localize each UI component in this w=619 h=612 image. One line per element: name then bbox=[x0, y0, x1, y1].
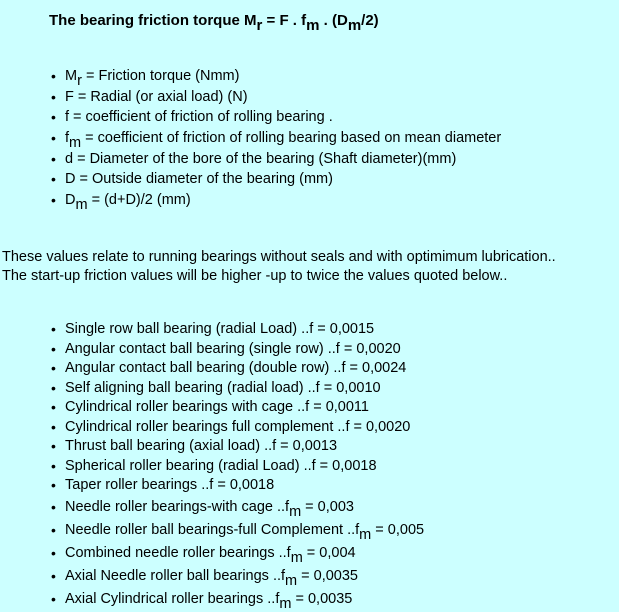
bearing-item-subscript: m bbox=[290, 549, 303, 566]
definitions-list bbox=[0, 65, 501, 211]
bullet-icon: • bbox=[51, 567, 56, 584]
bearing-item bbox=[0, 340, 424, 360]
bearing-item bbox=[0, 398, 424, 418]
definition-item-text-tail: = Friction torque (Nmm) bbox=[81, 68, 240, 84]
definition-item-text: F = Radial (or axial load) (N) bbox=[65, 89, 248, 105]
bearing-item-text: Taper roller bearings ..f = 0,0018 bbox=[65, 477, 275, 493]
bullet-icon: • bbox=[51, 340, 56, 357]
title-text: The bearing friction torque M bbox=[49, 12, 257, 29]
bearing-coefficients-list bbox=[0, 320, 424, 611]
bearing-item-text: Needle roller ball bearings-full Complement ..f bbox=[65, 521, 360, 538]
bearing-item-text: Needle roller bearings-with cage ..f bbox=[65, 498, 290, 515]
bearing-item-text: Combined needle roller bearings ..f bbox=[65, 544, 291, 561]
page-title bbox=[49, 12, 379, 34]
bearing-item bbox=[0, 418, 424, 438]
definition-item-subscript: m bbox=[75, 197, 88, 213]
bearing-item-text: Spherical roller bearing (radial Load) ..f = 0,0018 bbox=[65, 457, 377, 474]
bearing-item-text-tail: = 0,0035 bbox=[291, 590, 353, 607]
bullet-icon: • bbox=[51, 521, 56, 538]
bullet-icon: • bbox=[51, 457, 56, 474]
definition-item-text-tail: = coefficient of friction of rolling bearing based on mean diameter bbox=[81, 130, 502, 146]
bearing-item bbox=[0, 457, 424, 477]
definition-item-subscript: r bbox=[77, 73, 82, 89]
bullet-icon: • bbox=[51, 399, 56, 415]
bearing-item-text-tail: = 0,005 bbox=[371, 521, 425, 538]
definition-item bbox=[0, 189, 501, 211]
bearing-item-text: Self aligning ball bearing (radial load) ..f = 0,0010 bbox=[65, 379, 381, 396]
bullet-icon: • bbox=[51, 379, 56, 396]
bearing-item bbox=[0, 542, 424, 565]
bearing-item-text: Axial Cylindrical roller bearings ..f bbox=[65, 590, 280, 607]
bearing-item-subscript: m bbox=[285, 572, 298, 589]
bearing-item-text-tail: = 0,003 bbox=[301, 498, 354, 515]
definition-item-text: D = Outside diameter of the bearing (mm) bbox=[65, 171, 333, 187]
definition-item-text: d = Diameter of the bore of the bearing (Shaft diameter)(mm) bbox=[65, 151, 457, 167]
bullet-icon: • bbox=[51, 321, 56, 337]
bearing-item bbox=[0, 496, 424, 519]
definition-item bbox=[0, 127, 501, 149]
bearing-item-text: Axial Needle roller ball bearings ..f bbox=[65, 567, 286, 584]
paragraph-line-2: The start-up friction values will be higher -up to twice the values quoted below.. bbox=[2, 268, 508, 284]
bullet-icon: • bbox=[51, 130, 56, 146]
title-sub-r: r bbox=[256, 17, 263, 34]
bearing-item bbox=[0, 588, 424, 611]
bearing-item bbox=[0, 476, 424, 496]
paragraph-line-1: These values relate to running bearings without seals and with optimimum lubrication.. bbox=[2, 249, 556, 265]
definition-item bbox=[0, 149, 501, 169]
title-sub-m: m bbox=[306, 17, 320, 34]
bearing-item-text: Cylindrical roller bearings with cage ..f = 0,0011 bbox=[65, 399, 369, 415]
bearing-item bbox=[0, 320, 424, 340]
definition-item-text: D bbox=[65, 192, 76, 208]
bullet-icon: • bbox=[51, 68, 56, 84]
bullet-icon: • bbox=[51, 590, 56, 607]
title-end: /2) bbox=[361, 12, 379, 29]
bullet-icon: • bbox=[51, 89, 56, 105]
bearing-item bbox=[0, 437, 424, 457]
bearing-item-text-tail: = 0,0035 bbox=[297, 567, 358, 584]
bullet-icon: • bbox=[51, 192, 56, 208]
bullet-icon: • bbox=[51, 360, 56, 376]
bearing-item-subscript: m bbox=[289, 503, 302, 520]
definition-item-text: f bbox=[65, 130, 70, 146]
bearing-item-subscript: m bbox=[279, 595, 292, 612]
bearing-item bbox=[0, 565, 424, 588]
definition-item-text: M bbox=[65, 68, 78, 84]
bearing-item bbox=[0, 519, 424, 542]
bearing-item bbox=[0, 379, 424, 399]
title-sub-m2: m bbox=[347, 17, 362, 34]
bearing-item-text: Angular contact ball bearing (double row) ..f = 0,0024 bbox=[65, 360, 407, 376]
bullet-icon: • bbox=[51, 498, 56, 515]
bullet-icon: • bbox=[51, 418, 56, 435]
bearing-item-text: Thrust ball bearing (axial load) ..f = 0,0013 bbox=[65, 438, 338, 454]
definition-item bbox=[0, 107, 501, 127]
bearing-item-text-tail: = 0,004 bbox=[302, 544, 356, 561]
title-mid: = F . f bbox=[262, 12, 307, 29]
definition-item-text-tail: = (d+D)/2 (mm) bbox=[87, 192, 191, 208]
bearing-item bbox=[0, 359, 424, 379]
title-mid2: . (D bbox=[319, 12, 348, 29]
bearing-item-subscript: m bbox=[359, 526, 372, 543]
bullet-icon: • bbox=[51, 171, 56, 187]
intro-paragraph bbox=[2, 248, 556, 286]
bearing-item-text: Angular contact ball bearing (single row) ..f = 0,0020 bbox=[65, 340, 401, 357]
definition-item-subscript: m bbox=[69, 135, 82, 151]
definition-item bbox=[0, 169, 501, 189]
bearing-item-text: Single row ball bearing (radial Load) ..f = 0,0015 bbox=[65, 321, 375, 337]
bullet-icon: • bbox=[51, 438, 56, 454]
bullet-icon: • bbox=[51, 477, 56, 493]
bullet-icon: • bbox=[51, 151, 56, 167]
definition-item bbox=[0, 65, 501, 87]
bullet-icon: • bbox=[51, 109, 56, 125]
definition-item bbox=[0, 87, 501, 107]
bearing-item-text: Cylindrical roller bearings full complement ..f = 0,0020 bbox=[65, 418, 411, 435]
bullet-icon: • bbox=[51, 544, 56, 561]
definition-item-text: f = coefficient of friction of rolling bearing . bbox=[65, 109, 333, 125]
